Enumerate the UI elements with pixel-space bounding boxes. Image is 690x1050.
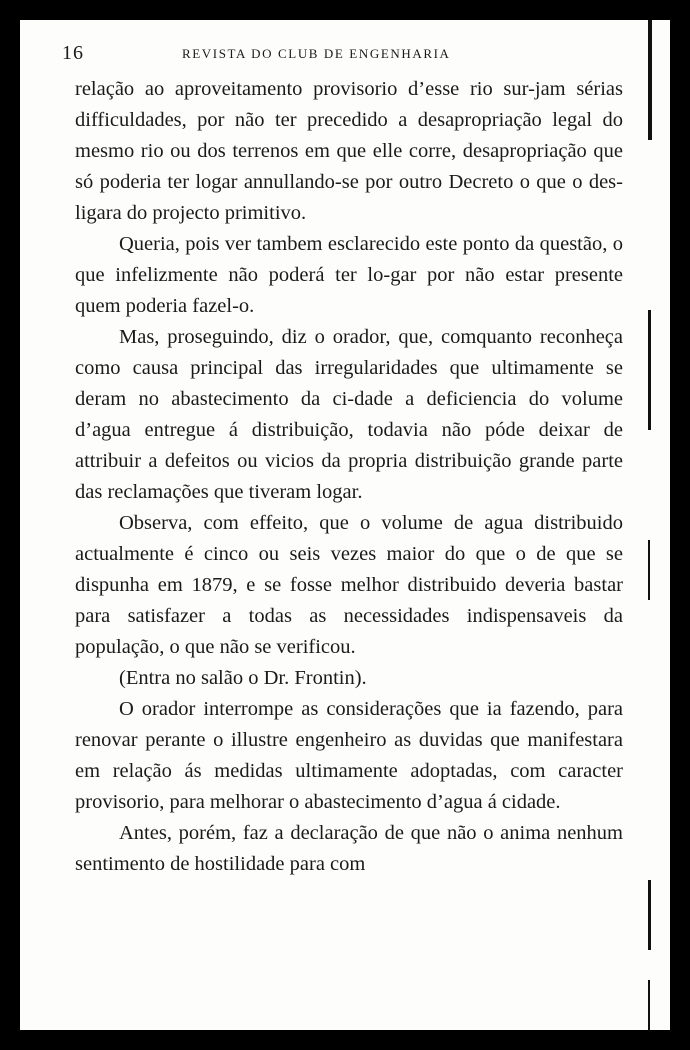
page-header	[62, 42, 622, 64]
shadow-segment	[648, 980, 650, 1030]
paragraph-1: relação ao aproveitamento provisorio d’esse rio sur-jam sérias difficuldades, por não ter precedido a desapropriação legal do mesmo rio ou dos terrenos em que elle corre, desapropriação que só poderia ter logar annullando-se por outro Decreto o que o des-ligara do projecto primitivo.	[75, 78, 623, 224]
page-number: 16	[62, 42, 84, 64]
paragraph-7: Antes, porém, faz a declaração de que não o anima nenhum sentimento de hostilidade para com	[75, 822, 623, 875]
paragraph-2: Queria, pois ver tambem esclarecido este ponto da questão, o que infelizmente não poderá ter lo-gar por não estar presente quem poderia fazel-o.	[75, 233, 623, 317]
paragraph-5: (Entra no salão o Dr. Frontin).	[119, 667, 367, 689]
page-edge-shadow	[638, 20, 670, 1030]
shadow-segment	[648, 880, 651, 950]
body-text	[75, 74, 623, 880]
running-title: REVISTA DO CLUB DE ENGENHARIA	[182, 46, 451, 61]
paragraph-4: Observa, com effeito, que o volume de agua distribuido actualmente é cinco ou seis vezes maior do que o de que se dispunha em 1879, e se fosse melhor distribuido deveria bastar para satisfazer a todas as necessidades indispensaveis da população, o que não se verificou.	[75, 512, 623, 658]
shadow-segment	[648, 310, 651, 430]
shadow-segment	[648, 540, 650, 600]
paragraph-3: Mas, proseguindo, diz o orador, que, comquanto reconheça como causa principal das irregularidades que ultimamente se deram no abastecimento da ci-dade a deficiencia do volume d’agua entregue á distribuição, todavia não póde deixar de attribuir a defeitos ou vicios da propria distribuição grande parte das reclamações que tiveram logar.	[75, 326, 623, 503]
book-page	[20, 20, 638, 1030]
paragraph-6: O orador interrompe as considerações que ia fazendo, para renovar perante o illustre engenheiro as duvidas que manifestara em relação ás medidas ultimamente adoptadas, com caracter provisorio, para melhorar o abastecimento d’agua á cidade.	[75, 698, 623, 813]
shadow-segment	[648, 20, 652, 140]
